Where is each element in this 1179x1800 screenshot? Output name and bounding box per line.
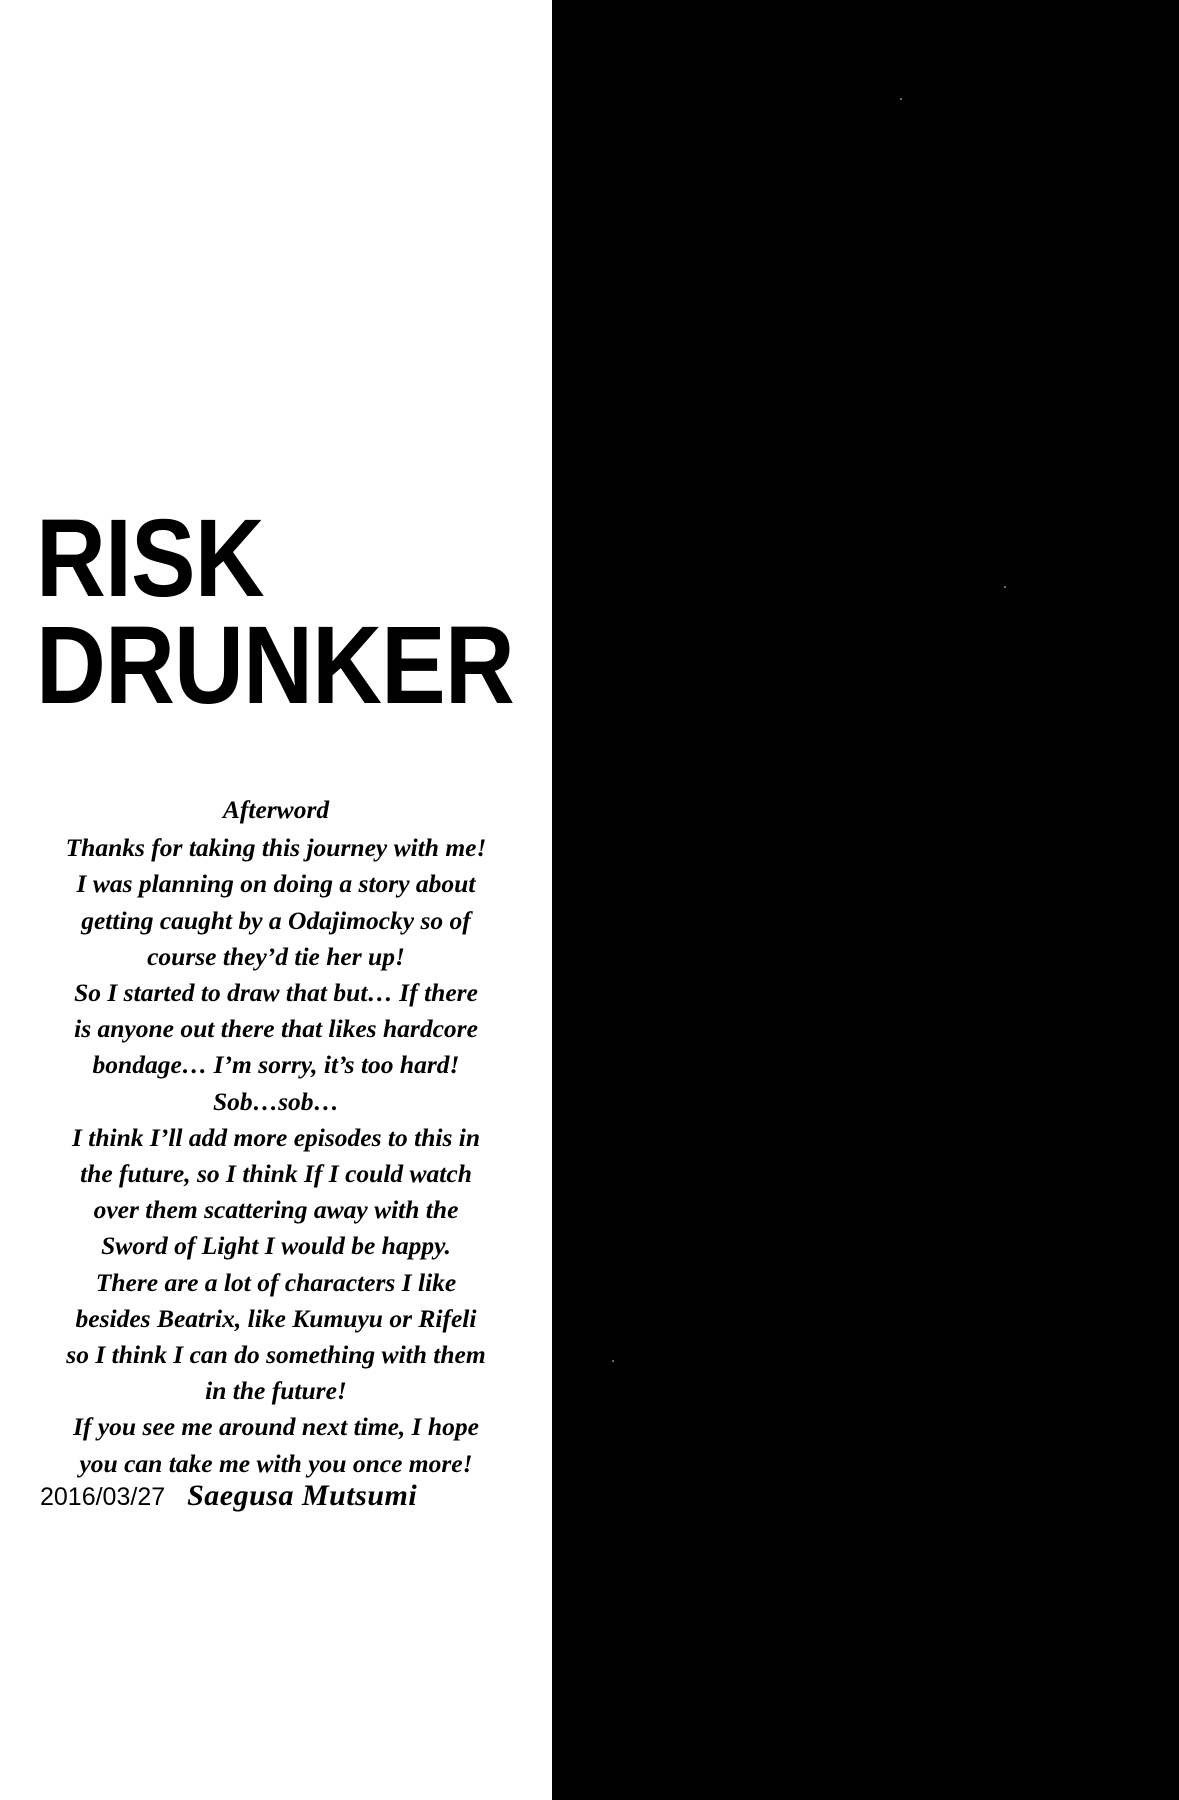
- signature-date: 2016/03/27: [40, 1483, 166, 1511]
- afterword-line: so I think I can do something with them: [66, 1340, 486, 1370]
- dust-speck: [900, 98, 902, 100]
- afterword-line: I think I’ll add more episodes to this in: [71, 1122, 481, 1152]
- white-content-panel: [0, 0, 552, 1800]
- afterword-line: Thanks for taking this journey with me!: [65, 833, 487, 863]
- afterword-line: bondage… I’m sorry, it’s too hard!: [92, 1050, 460, 1080]
- afterword-line: you can take me with you once more!: [79, 1448, 473, 1478]
- afterword-line: besides Beatrix, like Kumuyu or Rifeli: [75, 1303, 477, 1333]
- afterword-line: So I started to draw that but… If there: [74, 978, 478, 1008]
- afterword-text-block: [8, 792, 544, 1482]
- afterword-heading: Afterword: [222, 795, 330, 824]
- afterword-line: Sword of Light I would be happy.: [101, 1231, 451, 1261]
- afterword-line: over them scattering away with the: [93, 1195, 459, 1225]
- signature-author: Saegusa Mutsumi: [187, 1479, 418, 1512]
- dust-speck: [612, 1360, 614, 1362]
- title-line-2: DRUNKER: [36, 604, 514, 728]
- title-line-1: RISK: [36, 497, 264, 620]
- afterword-line: course they’d tie her up!: [147, 941, 405, 971]
- afterword-line: If you see me around next time, I hope: [73, 1412, 479, 1442]
- afterword-line: I was planning on doing a story about: [76, 869, 476, 899]
- signature-row: [40, 1479, 520, 1513]
- afterword-line: There are a lot of characters I like: [95, 1267, 457, 1297]
- title-block: [36, 497, 536, 728]
- afterword-line: in the future!: [205, 1376, 347, 1406]
- afterword-line: Sob…sob…: [212, 1086, 340, 1116]
- afterword-line: getting caught by a Odajimocky so of: [81, 905, 471, 935]
- black-background-panel: [552, 0, 1179, 1800]
- afterword-line: the future, so I think If I could watch: [80, 1159, 472, 1189]
- afterword-line: is anyone out there that likes hardcore: [74, 1014, 478, 1044]
- dust-speck: [1004, 586, 1006, 588]
